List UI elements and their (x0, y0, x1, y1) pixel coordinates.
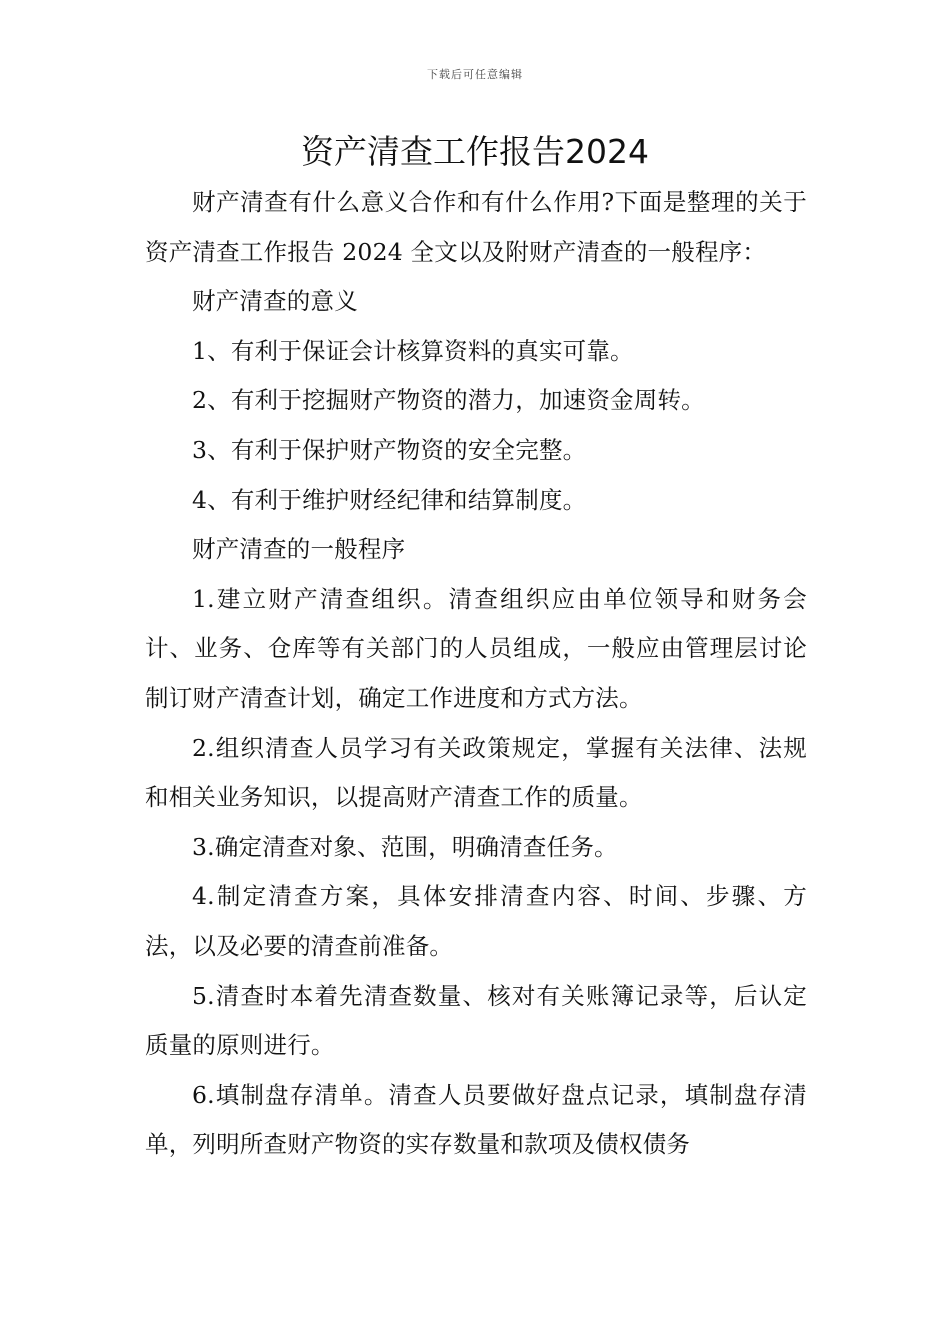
significance-item: 4、有利于维护财经纪律和结算制度。 (192, 485, 587, 514)
intro-paragraph: 财产清查有什么意义合作和有什么作用?下面是整理的关于资产清查工作报告 2024 全文以及附财产清查的一般程序： (145, 188, 807, 266)
significance-item: 2、有利于挖掘财产物资的潜力，加速资金周转。 (192, 386, 705, 415)
significance-item: 3、有利于保护财产物资的安全完整。 (192, 435, 587, 464)
procedure-step: 3.确定清查对象、范围，明确清查任务。 (192, 832, 618, 861)
procedure-step: 2.组织清查人员学习有关政策规定，掌握有关法律、法规和相关业务知识，以提高财产清查工作的质量。 (145, 733, 807, 812)
procedure-step: 6.填制盘存清单。清查人员要做好盘点记录，填制盘存清单，列明所查财产物资的实存数量和款项及债权债务 (145, 1080, 807, 1159)
procedure-step: 4.制定清查方案，具体安排清查内容、时间、步骤、方法，以及必要的清查前准备。 (145, 882, 807, 960)
document-title: 资产清查工作报告2024 (301, 132, 649, 171)
procedure-step: 1.建立财产清查组织。清查组织应由单位领导和财务会计、业务、仓库等有关部门的人员组成，一般应由管理层讨论制订财产清查计划，确定工作进度和方式方法。 (145, 584, 807, 712)
section-heading-significance: 财产清查的意义 (192, 287, 358, 316)
header-note: 下载后可任意编辑 (427, 68, 523, 81)
document-body (145, 178, 807, 1170)
significance-item: 1、有利于保证会计核算资料的真实可靠。 (192, 336, 634, 365)
section-heading-procedure: 财产清查的一般程序 (192, 535, 406, 564)
procedure-step: 5.清查时本着先清查数量、核对有关账簿记录等，后认定质量的原则进行。 (145, 981, 807, 1060)
